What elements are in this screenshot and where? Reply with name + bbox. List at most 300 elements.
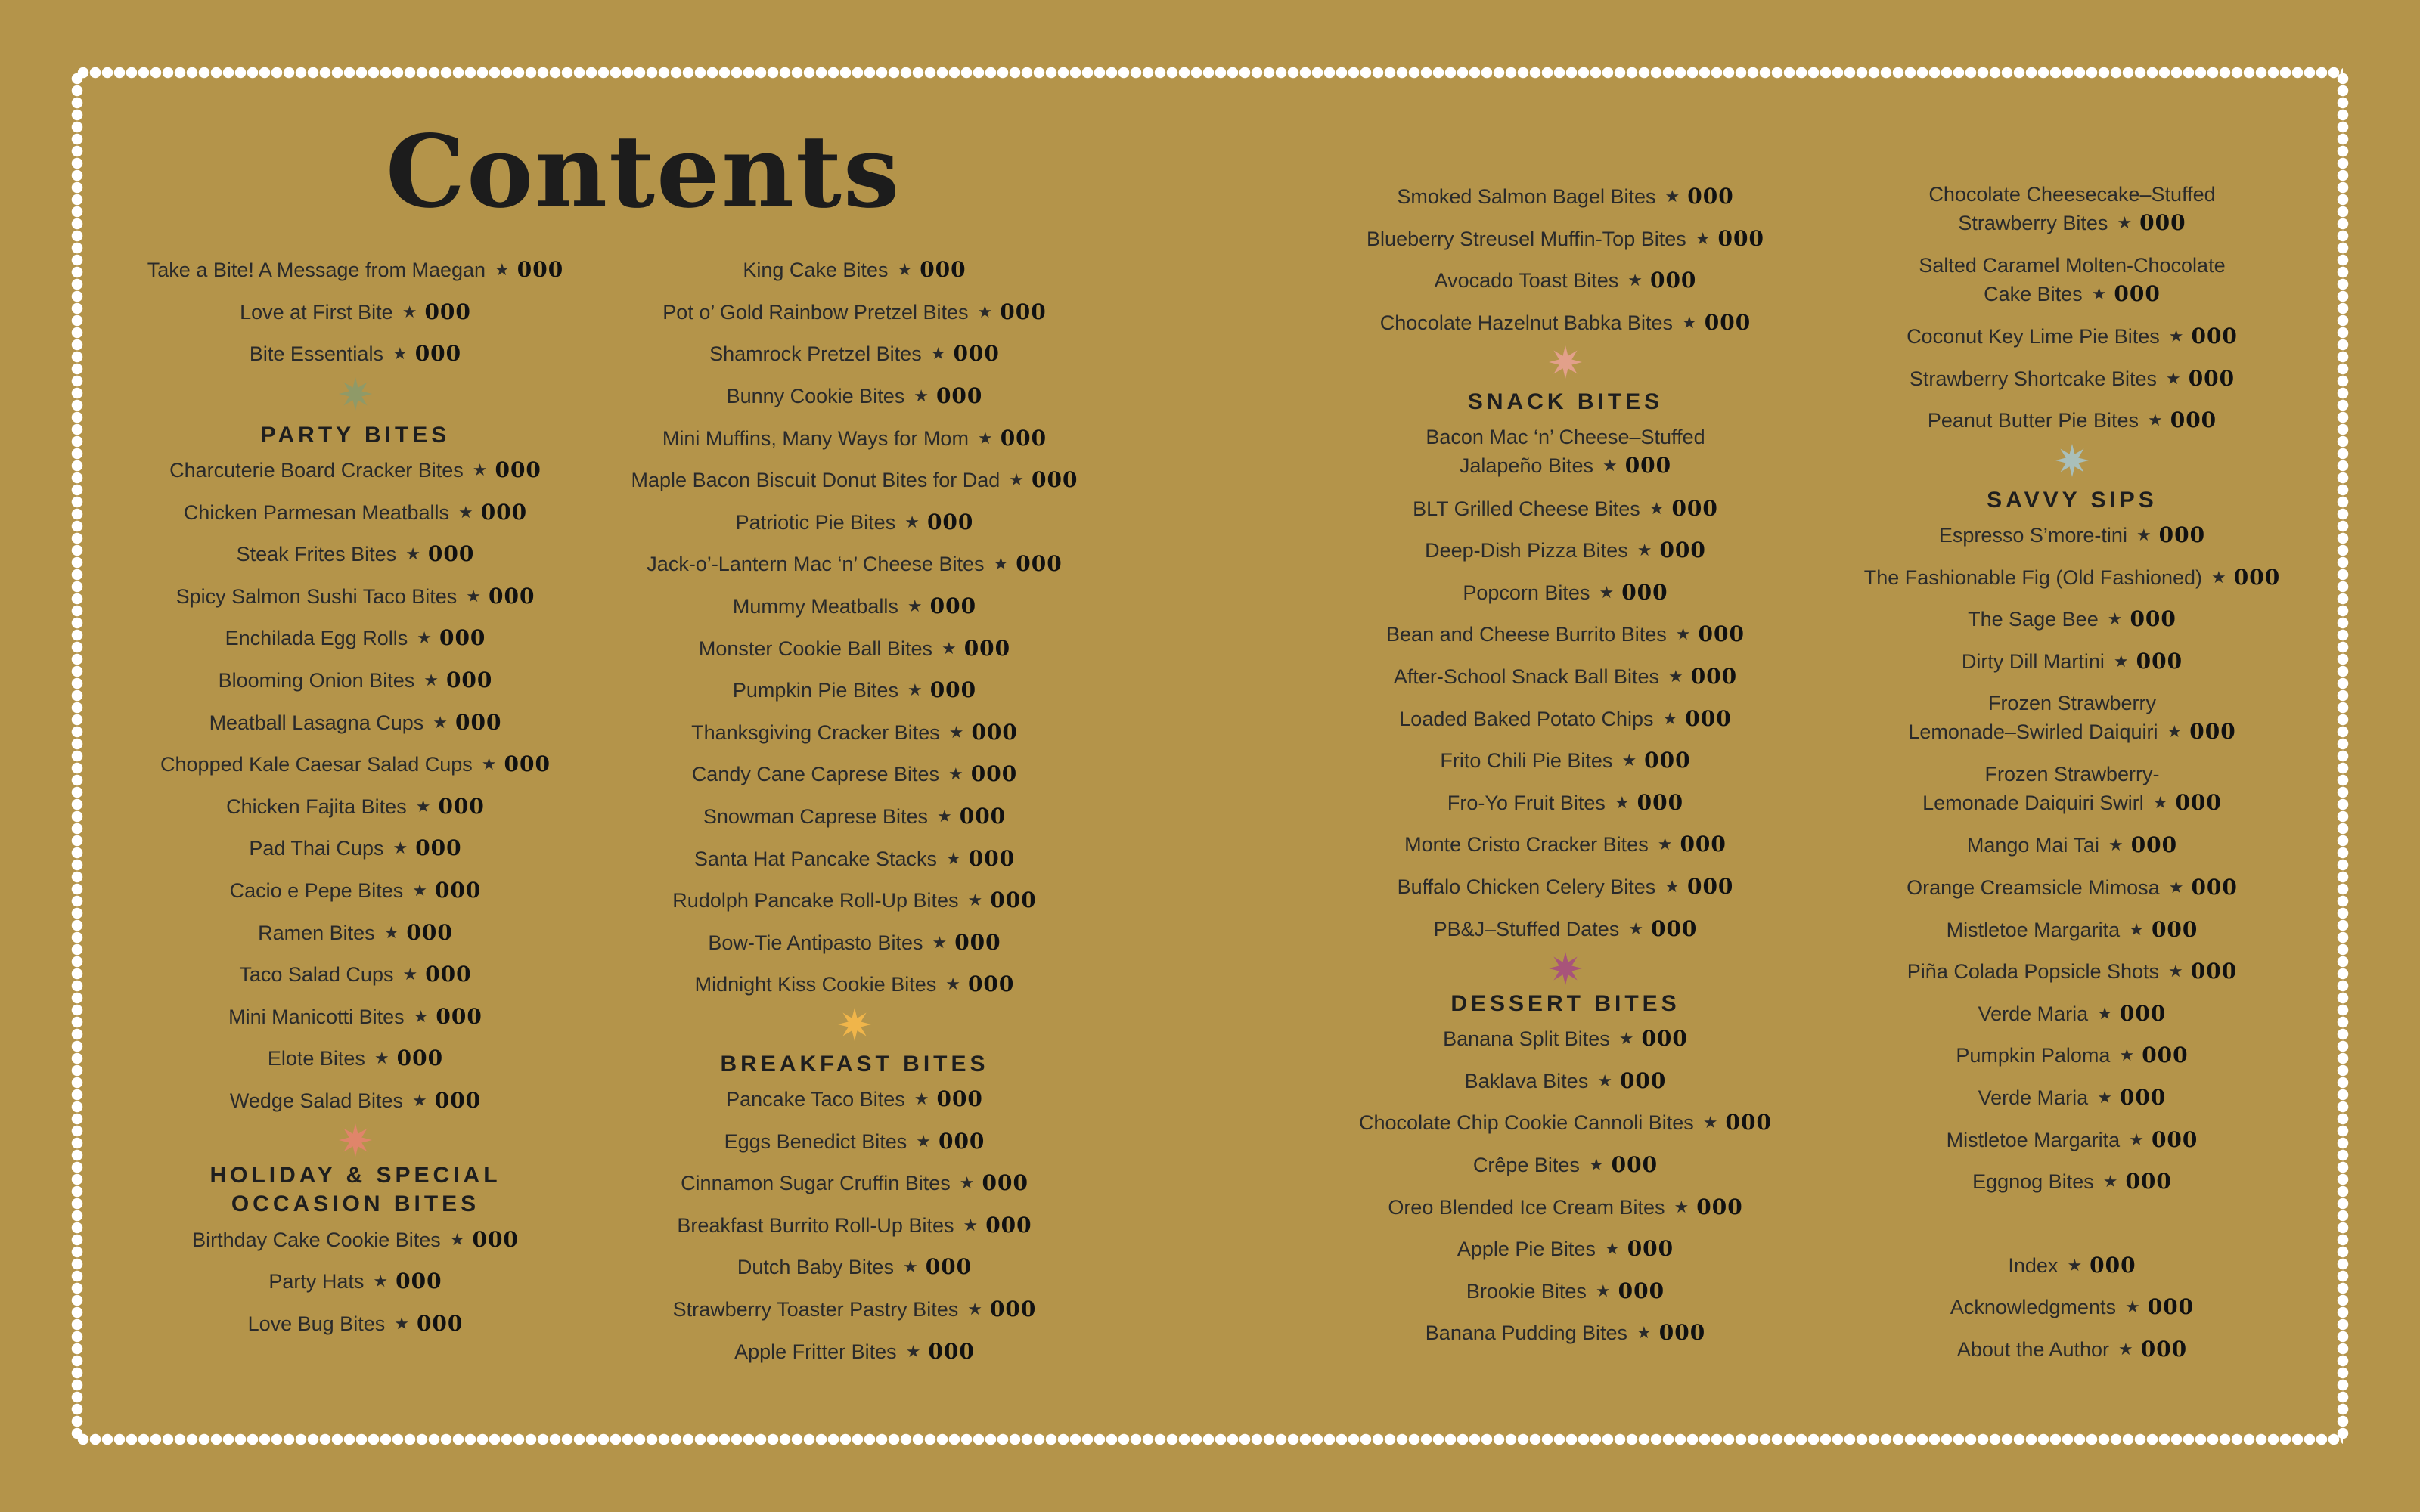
toc-entry[interactable] [605, 544, 1104, 586]
toc-page-number: 000 [434, 878, 482, 903]
toc-entry[interactable] [113, 1261, 597, 1303]
toc-entry[interactable] [1830, 683, 2314, 754]
toc-entry[interactable] [1316, 614, 1815, 656]
toc-entry[interactable] [605, 1289, 1104, 1331]
toc-entry-title: Chicken Parmesan Meatballs [183, 500, 449, 524]
star-icon: ★ [932, 932, 948, 952]
toc-entry[interactable] [605, 376, 1104, 418]
toc-page-number: 000 [438, 793, 485, 819]
star-icon: ★ [1649, 498, 1665, 518]
toc-entry-line [113, 540, 597, 569]
toc-entry[interactable] [605, 838, 1104, 880]
toc-page-number: 000 [1685, 705, 1732, 731]
toc-entry[interactable] [113, 1303, 597, 1345]
toc-page-number: 000 [938, 1128, 985, 1154]
ornament-sips [1830, 442, 2314, 486]
toc-entry[interactable] [1830, 1035, 2314, 1077]
toc-entry[interactable] [605, 417, 1104, 460]
toc-entry[interactable] [1316, 656, 1815, 699]
toc-entry-line [605, 1085, 1104, 1114]
toc-page-number: 000 [480, 499, 528, 525]
toc-page-number: 000 [472, 1226, 519, 1252]
toc-page-number: 000 [1690, 664, 1738, 689]
toc-entry-title: Bacon Mac ‘n’ Cheese–Stuffed [1426, 426, 1705, 449]
toc-entry-title: Mummy Meatballs [732, 595, 898, 618]
toc-entry[interactable] [113, 576, 597, 618]
toc-entry-line [1316, 1277, 1815, 1306]
toc-entry[interactable] [1316, 530, 1815, 572]
toc-entry[interactable] [605, 502, 1104, 544]
toc-entry[interactable] [1316, 698, 1815, 740]
toc-page-number: 000 [1641, 1026, 1688, 1052]
toc-entry[interactable] [605, 627, 1104, 670]
star-icon: ★ [2097, 1003, 2112, 1023]
toc-entry-line [1316, 578, 1815, 608]
star-icon: ★ [2211, 567, 2226, 587]
section-heading-snack: SNACK BITES [1467, 389, 1664, 415]
toc-entry[interactable] [1316, 572, 1815, 615]
toc-page-number: 000 [414, 341, 462, 367]
toc-entry-title: Frito Chili Pie Bites [1440, 749, 1613, 773]
toc-page-number: 000 [936, 1086, 983, 1111]
toc-page-number: 000 [2142, 1043, 2189, 1068]
toc-page-number: 000 [2151, 1126, 2198, 1152]
toc-entry[interactable] [1316, 176, 1815, 218]
toc-entry[interactable] [1316, 1312, 1815, 1355]
toc-entry[interactable] [1316, 1102, 1815, 1145]
star-icon: ★ [914, 1089, 929, 1108]
toc-entry[interactable] [1316, 417, 1815, 488]
toc-entry-line [113, 1267, 597, 1297]
toc-entry-line [605, 508, 1104, 538]
toc-page-number: 000 [425, 962, 472, 987]
toc-entry-line [605, 970, 1104, 999]
toc-entry-line [1316, 872, 1815, 902]
toc-entry[interactable] [1830, 1161, 2314, 1204]
toc-entry[interactable] [1830, 556, 2314, 599]
star-icon: ★ [433, 712, 448, 732]
star-icon: ★ [1614, 792, 1630, 812]
toc-entry-title: Pumpkin Pie Bites [732, 679, 898, 702]
toc-page-number: 000 [427, 541, 475, 567]
star-icon: ★ [2091, 284, 2107, 303]
star-icon: ★ [472, 460, 488, 480]
toc-entry-line [605, 844, 1104, 874]
toc-entry-line [113, 456, 597, 485]
toc-entry-title: Blooming Onion Bites [218, 669, 415, 692]
toc-entry-line [1830, 605, 2314, 634]
toc-entry[interactable] [605, 964, 1104, 1006]
star-icon: ★ [402, 965, 418, 984]
toc-entry-line [1316, 182, 1815, 212]
toc-entry[interactable] [113, 1038, 597, 1080]
toc-entry[interactable] [1830, 400, 2314, 442]
toc-entry[interactable] [113, 828, 597, 870]
toc-entry[interactable] [605, 460, 1104, 502]
toc-page-number: 000 [2090, 1252, 2136, 1278]
toc-entry-title: Smoked Salmon Bagel Bites [1397, 185, 1656, 209]
star-icon: ★ [373, 1272, 389, 1291]
toc-entry[interactable] [1830, 599, 2314, 641]
toc-entry[interactable] [1316, 1270, 1815, 1312]
toc-entry[interactable] [605, 1120, 1104, 1163]
toc-page-number: 000 [1621, 579, 1668, 605]
toc-entry[interactable] [1830, 316, 2314, 358]
toc-entry-title: Steak Frites Bites [236, 543, 397, 566]
toc-page-number: 000 [2130, 606, 2176, 632]
toc-entry[interactable] [113, 912, 597, 954]
star-icon: ★ [2168, 327, 2184, 346]
ornament-breakfast [605, 1006, 1104, 1050]
toc-page-number: 000 [953, 341, 1000, 367]
toc-entry-line [1830, 280, 2314, 310]
toc-entry[interactable] [605, 333, 1104, 376]
toc-entry-line [1316, 620, 1815, 649]
toc-entry-title: Dutch Baby Bites [737, 1256, 894, 1279]
toc-entry[interactable] [1316, 782, 1815, 825]
star-icon: ★ [936, 807, 952, 826]
toc-entry-title: Take a Bite! A Message from Maegan [147, 259, 486, 282]
toc-entry-title: Cinnamon Sugar Cruffin Bites [681, 1172, 951, 1195]
toc-entry[interactable] [113, 618, 597, 660]
star-icon: ★ [1657, 835, 1673, 854]
toc-page-number: 000 [2130, 832, 2178, 858]
toc-entry-title: Spicy Salmon Sushi Taco Bites [175, 584, 458, 608]
toc-entry[interactable] [605, 922, 1104, 965]
toc-page-number: 000 [2125, 1169, 2172, 1194]
toc-entry-title: PB&J–Stuffed Dates [1433, 917, 1620, 940]
star-icon: ★ [945, 974, 960, 994]
toc-entry-line [1830, 209, 2314, 239]
toc-page-number: 000 [1032, 467, 1078, 493]
toc-entry-line [1316, 746, 1815, 776]
toc-entry[interactable] [1316, 908, 1815, 950]
toc-entry[interactable] [1316, 740, 1815, 782]
toc-entry-title: Bow-Tie Antipasto Bites [708, 931, 923, 954]
toc-entry[interactable] [1830, 909, 2314, 951]
toc-entry-title: Strawberry Toaster Pastry Bites [672, 1297, 959, 1321]
star-icon: ★ [946, 848, 961, 868]
ornament-holiday [113, 1122, 597, 1161]
toc-entry[interactable] [1830, 1077, 2314, 1120]
toc-entry[interactable] [113, 1080, 597, 1123]
toc-entry[interactable] [1830, 245, 2314, 316]
toc-entry-title: Bean and Cheese Burrito Bites [1386, 623, 1667, 646]
toc-entry-title: Breakfast Burrito Roll-Up Bites [677, 1213, 954, 1237]
section-heading-dessert: DESSERT BITES [1450, 990, 1680, 1016]
toc-entry[interactable] [1316, 1186, 1815, 1228]
toc-entry-line [605, 886, 1104, 916]
toc-page-number: 000 [488, 583, 535, 609]
toc-entry[interactable] [113, 744, 597, 786]
toc-entry[interactable] [605, 796, 1104, 838]
toc-entry[interactable] [1830, 993, 2314, 1036]
toc-entry[interactable] [1830, 515, 2314, 557]
star-icon: ★ [402, 302, 417, 321]
star-icon: ★ [1695, 228, 1711, 248]
star-icon: ★ [481, 754, 497, 774]
toc-entry-line [1830, 916, 2314, 945]
toc-entry-title: King Cake Bites [743, 259, 889, 282]
toc-entry[interactable] [605, 586, 1104, 628]
toc-entry-title: Mini Muffins, Many Ways for Mom [662, 426, 969, 450]
toc-entry-line [605, 424, 1104, 454]
toc-entry[interactable] [113, 996, 597, 1039]
toc-entry-title: After-School Snack Ball Bites [1393, 665, 1659, 689]
toc-entry-line [1830, 957, 2314, 987]
toc-entry-line [605, 1211, 1104, 1241]
toc-entry[interactable] [605, 1204, 1104, 1247]
toc-entry[interactable] [113, 292, 597, 334]
toc-entry-line [1830, 1083, 2314, 1113]
star-icon: ★ [417, 628, 432, 648]
toc-entry[interactable] [1830, 1329, 2314, 1371]
toc-entry-line [113, 708, 597, 738]
toc-entry-line [605, 1169, 1104, 1198]
star-icon: ★ [2165, 368, 2181, 388]
toc-entry[interactable] [1830, 867, 2314, 909]
star-icon: ★ [907, 596, 923, 616]
toc-entry[interactable] [1316, 488, 1815, 530]
star-icon: ★ [1597, 1070, 1612, 1090]
toc-entry-line [1316, 830, 1815, 860]
toc-entry-title: Charcuterie Board Cracker Bites [169, 459, 464, 482]
toc-entry[interactable] [113, 786, 597, 829]
toc-page-number: 000 [920, 257, 966, 283]
toc-entry-line [1316, 662, 1815, 692]
ornament-star-shape [2055, 444, 2089, 477]
section-heading-holiday-1: HOLIDAY & SPECIAL [209, 1163, 501, 1188]
toc-entry-title: Taco Salad Cups [239, 963, 394, 987]
toc-page-number: 000 [968, 845, 1016, 871]
toc-entry-title: Pad Thai Cups [249, 837, 384, 860]
toc-entry-line [113, 876, 597, 906]
star-icon: ★ [2107, 609, 2123, 629]
toc-entry-title: Coconut Key Lime Pie Bites [1907, 325, 2160, 349]
toc-entry[interactable] [1316, 1018, 1815, 1061]
toc-entry[interactable] [113, 450, 597, 492]
toc-entry-title: Baklava Bites [1464, 1069, 1589, 1092]
toc-page-number: 000 [406, 919, 453, 945]
toc-entry-line [1316, 1318, 1815, 1348]
star-icon: ★ [977, 302, 993, 321]
toc-entry[interactable] [605, 754, 1104, 796]
toc-page-number: 000 [1717, 225, 1764, 251]
toc-entry-line [1316, 1151, 1815, 1180]
toc-page-number: 000 [504, 751, 551, 777]
toc-entry-title: Mistletoe Margarita [1946, 918, 2121, 941]
toc-entry-line [605, 760, 1104, 789]
toc-entry[interactable] [605, 1247, 1104, 1289]
toc-page-number: 000 [982, 1170, 1028, 1196]
toc-entry[interactable] [1830, 1287, 2314, 1329]
toc-entry-title: Blueberry Streusel Muffin-Top Bites [1367, 227, 1686, 250]
toc-entry-line [605, 298, 1104, 327]
toc-entry[interactable] [113, 954, 597, 996]
toc-entry[interactable] [605, 712, 1104, 754]
star-icon: ★ [2129, 1129, 2144, 1149]
star-icon: ★ [1682, 313, 1697, 333]
toc-entry[interactable] [1830, 825, 2314, 867]
toc-entry-title: Brookie Bites [1466, 1279, 1587, 1303]
toc-entry-title: Loaded Baked Potato Chips [1399, 707, 1654, 730]
toc-entry[interactable] [1830, 1119, 2314, 1161]
star-icon: ★ [1662, 708, 1678, 728]
star-icon: ★ [993, 554, 1009, 574]
toc-page-number: 000 [959, 804, 1007, 829]
toc-entry[interactable] [1830, 754, 2314, 825]
toc-page-number: 000 [1016, 551, 1063, 577]
toc-entry-title: Rudolph Pancake Roll-Up Bites [672, 889, 959, 912]
toc-entry-line [1316, 308, 1815, 338]
star-icon: ★ [2097, 1088, 2112, 1108]
toc-entry[interactable] [1316, 1228, 1815, 1271]
toc-page-number: 000 [2188, 365, 2235, 391]
toc-entry-title: Crêpe Bites [1472, 1153, 1580, 1176]
toc-entry[interactable] [1830, 174, 2314, 245]
toc-entry[interactable] [113, 534, 597, 576]
toc-entry[interactable] [113, 702, 597, 744]
snack-ornament-icon [1547, 344, 1584, 380]
toc-entry[interactable] [113, 333, 597, 376]
toc-entry[interactable] [1830, 1245, 2314, 1287]
toc-entry-title: Pumpkin Paloma [1956, 1044, 2111, 1067]
ornament-star-shape [339, 377, 372, 411]
toc-page-number: 000 [434, 1087, 482, 1113]
star-icon: ★ [1588, 1154, 1604, 1174]
star-icon: ★ [1674, 1197, 1689, 1216]
star-icon: ★ [1668, 667, 1683, 686]
toc-entry-title: Strawberry Shortcake Bites [1909, 367, 2157, 390]
toc-entry-line [1316, 494, 1815, 524]
toc-page-number: 000 [971, 719, 1018, 745]
toc-column-1 [113, 249, 597, 1345]
toc-entry-title: Wedge Salad Bites [229, 1089, 403, 1112]
toc-entry-title: Santa Hat Pancake Stacks [693, 847, 937, 870]
toc-entry[interactable] [605, 292, 1104, 334]
toc-entry[interactable] [113, 870, 597, 912]
toc-entry-line [1830, 322, 2314, 352]
toc-entry[interactable] [1316, 1061, 1815, 1103]
toc-entry-line [1316, 1067, 1815, 1096]
ornament-star-shape [838, 1008, 871, 1041]
toc-entry-title: Lemonade–Swirled Daiquiri [1908, 720, 2158, 744]
scalloped-edge-right [2337, 73, 2349, 1439]
toc-entry[interactable] [113, 660, 597, 702]
toc-entry-title: Banana Pudding Bites [1425, 1321, 1628, 1345]
toc-page-number: 000 [2170, 407, 2217, 433]
star-icon: ★ [2152, 793, 2168, 813]
toc-entry-line [605, 802, 1104, 832]
toc-entry-title: Bunny Cookie Bites [726, 385, 905, 408]
toc-entry-title: Mini Manicotti Bites [228, 1005, 405, 1028]
toc-page-number: 000 [424, 299, 471, 324]
page-title: Contents [386, 113, 901, 231]
toc-entry-title: BLT Grilled Cheese Bites [1413, 497, 1640, 520]
toc-entry[interactable] [1830, 641, 2314, 683]
toc-page-number: 000 [1627, 1236, 1674, 1262]
toc-entry-title: Acknowledgments [1950, 1296, 2116, 1319]
toc-page-number: 000 [1644, 748, 1691, 773]
toc-entry-line [605, 466, 1104, 495]
star-icon: ★ [495, 260, 510, 280]
toc-entry[interactable] [605, 249, 1104, 292]
toc-entry-title: Apple Fritter Bites [734, 1340, 897, 1363]
toc-entry-line [113, 1044, 597, 1074]
toc-entry[interactable] [605, 1331, 1104, 1373]
toc-entry-line [1316, 1024, 1815, 1054]
star-icon: ★ [2118, 1339, 2133, 1359]
toc-page-number: 000 [2233, 564, 2281, 590]
toc-entry-title: Chicken Fajita Bites [226, 795, 407, 818]
toc-page-number: 000 [1680, 832, 1727, 857]
toc-entry[interactable] [113, 491, 597, 534]
toc-entry-title: The Fashionable Fig (Old Fashioned) [1863, 565, 2203, 589]
toc-page-number: 000 [1704, 310, 1751, 336]
toc-page-number: 000 [928, 1338, 975, 1364]
toc-page-number: 000 [967, 971, 1015, 997]
toc-page-number: 000 [1618, 1278, 1665, 1303]
toc-entry-title: The Sage Bee [1968, 608, 2099, 631]
toc-page-number: 000 [2140, 1336, 2188, 1362]
star-icon: ★ [2119, 1046, 2135, 1065]
toc-page-number: 000 [416, 1310, 464, 1336]
toc-entry-title: Meatball Lasagna Cups [209, 711, 424, 734]
toc-page-number: 000 [1650, 916, 1698, 941]
toc-column-4 [1830, 174, 2314, 1371]
toc-entry[interactable] [113, 249, 597, 292]
toc-entry-title: Snowman Caprese Bites [703, 805, 928, 829]
toc-entry-line [113, 624, 597, 653]
star-icon: ★ [914, 386, 929, 406]
star-icon: ★ [897, 260, 913, 280]
toc-entry-title: Birthday Cake Cookie Bites [192, 1228, 441, 1251]
star-icon: ★ [1637, 1323, 1652, 1343]
toc-entry-title: Patriotic Pie Bites [735, 510, 896, 534]
scalloped-edge-left [71, 73, 83, 1439]
toc-entry[interactable] [1316, 866, 1815, 909]
star-icon: ★ [967, 1299, 982, 1318]
star-icon: ★ [1665, 187, 1680, 206]
toc-entry[interactable] [1830, 358, 2314, 401]
toc-entry-title: Mistletoe Margarita [1946, 1128, 2121, 1151]
toc-entry[interactable] [605, 1163, 1104, 1205]
toc-entry[interactable] [113, 1219, 597, 1261]
toc-page-number: 000 [1725, 1110, 1772, 1136]
toc-entry-title: Love Bug Bites [247, 1312, 386, 1335]
toc-entry[interactable] [1316, 260, 1815, 302]
toc-entry[interactable] [1316, 218, 1815, 261]
toc-entry[interactable] [1316, 302, 1815, 345]
toc-entry[interactable] [1316, 1145, 1815, 1187]
toc-entry[interactable] [605, 880, 1104, 922]
toc-entry-line [1830, 789, 2314, 819]
star-icon: ★ [412, 881, 427, 900]
toc-page-number: 000 [1649, 268, 1697, 293]
toc-page-number: 000 [1659, 538, 1706, 563]
star-icon: ★ [1637, 541, 1652, 560]
toc-entry[interactable] [605, 1079, 1104, 1121]
toc-entry[interactable] [1830, 951, 2314, 993]
star-icon: ★ [967, 891, 983, 910]
toc-entry-title: Pancake Taco Bites [726, 1087, 905, 1111]
toc-page-number: 000 [439, 625, 486, 651]
toc-entry[interactable] [1316, 824, 1815, 866]
toc-entry-line [1830, 364, 2314, 394]
toc-entry-line [113, 298, 597, 327]
toc-entry[interactable] [605, 670, 1104, 712]
toc-page-number: 000 [985, 1212, 1032, 1238]
